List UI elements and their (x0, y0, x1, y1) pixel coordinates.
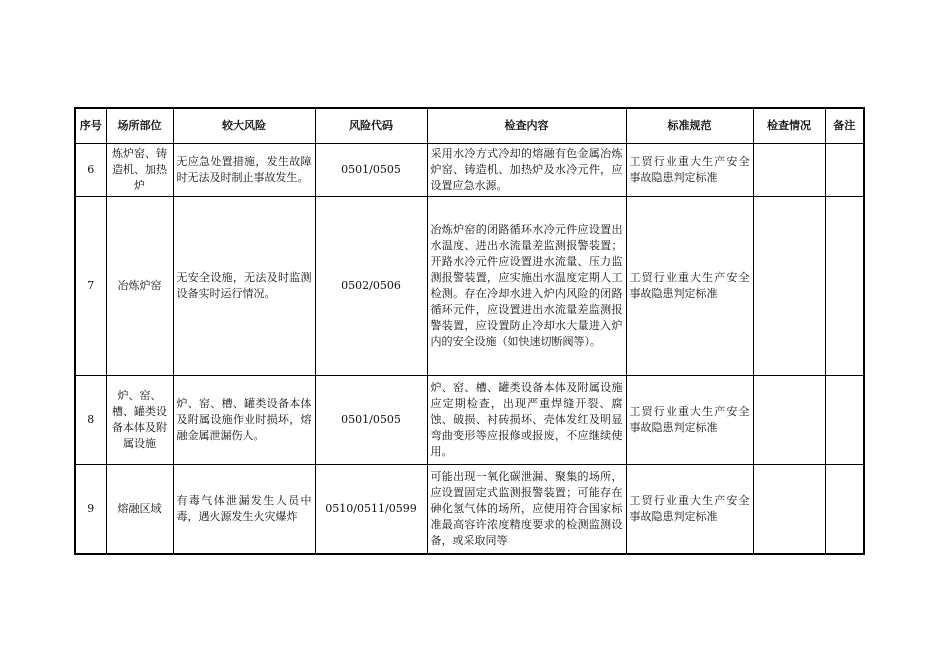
cell-content: 炉、窑、槽、罐类设备本体及附属设施应定期检查，出现严重焊缝开裂、腐蚀、破损、衬砖损坏、壳体发红及明显弯曲变形等应报修或报废，不应继续使用。 (427, 376, 626, 465)
cell-status[interactable] (753, 465, 825, 555)
cell-location: 熔融区域 (106, 465, 173, 555)
cell-location: 炉、窑、槽、罐类设备本体及附属设施 (106, 376, 173, 465)
cell-standard: 工贸行业重大生产安全事故隐患判定标准 (626, 465, 753, 555)
cell-standard: 工贸行业重大生产安全事故隐患判定标准 (626, 197, 753, 376)
header-seq: 序号 (75, 108, 106, 144)
cell-remarks[interactable] (825, 465, 864, 555)
cell-risk: 无应急处置措施，发生故障时无法及时制止事故发生。 (173, 144, 315, 197)
table-row (75, 376, 864, 465)
cell-content: 冶炼炉窑的闭路循环水冷元件应设置出水温度、进出水流量差监测报警装置；开路水冷元件应设置进水流量、压力监测报警装置，应实施出水温度定期人工检测。存在冷却水进入炉内风险的闭路循环元件，应设置进出水流量差监测报警装置，应设置防止冷却水大量进入炉内的安全设施（如快速切断阀等）。 (427, 197, 626, 376)
cell-risk: 有毒气体泄漏发生人员中毒，遇火源发生火灾爆炸 (173, 465, 315, 555)
table-row (75, 465, 864, 555)
cell-standard: 工贸行业重大生产安全事故隐患判定标准 (626, 376, 753, 465)
cell-risk: 炉、窑、槽、罐类设备本体及附属设施作业时损坏，熔融金属泄漏伤人。 (173, 376, 315, 465)
header-standard: 标准规范 (626, 108, 753, 144)
header-status: 检查情况 (753, 108, 825, 144)
cell-location: 炼炉窑、铸造机、加热炉 (106, 144, 173, 197)
header-content: 检查内容 (427, 108, 626, 144)
cell-code: 0501/0505 (315, 376, 427, 465)
table-header-row (75, 108, 864, 144)
cell-code: 0502/0506 (315, 197, 427, 376)
cell-seq: 6 (75, 144, 106, 197)
cell-location: 冶炼炉窑 (106, 197, 173, 376)
header-risk: 较大风险 (173, 108, 315, 144)
cell-seq: 8 (75, 376, 106, 465)
table-row (75, 144, 864, 197)
cell-code: 0501/0505 (315, 144, 427, 197)
cell-content: 采用水冷方式冷却的熔融有色金属冶炼炉窑、铸造机、加热炉及水冷元件，应设置应急水源。 (427, 144, 626, 197)
header-code: 风险代码 (315, 108, 427, 144)
cell-status[interactable] (753, 144, 825, 197)
header-location: 场所部位 (106, 108, 173, 144)
cell-remarks[interactable] (825, 144, 864, 197)
cell-risk: 无安全设施，无法及时监测设备实时运行情况。 (173, 197, 315, 376)
cell-remarks[interactable] (825, 197, 864, 376)
risk-inspection-table (74, 107, 865, 555)
header-remarks: 备注 (825, 108, 864, 144)
cell-code: 0510/0511/0599 (315, 465, 427, 555)
cell-seq: 7 (75, 197, 106, 376)
cell-remarks[interactable] (825, 376, 864, 465)
cell-content: 可能出现一氧化碳泄漏、聚集的场所，应设置固定式监测报警装置；可能存在砷化氢气体的场所，应使用符合国家标准最高容许浓度精度要求的检测监测设备，或采取同等 (427, 465, 626, 555)
cell-status[interactable] (753, 197, 825, 376)
cell-status[interactable] (753, 376, 825, 465)
cell-seq: 9 (75, 465, 106, 555)
cell-standard: 工贸行业重大生产安全事故隐患判定标准 (626, 144, 753, 197)
table-row (75, 197, 864, 376)
